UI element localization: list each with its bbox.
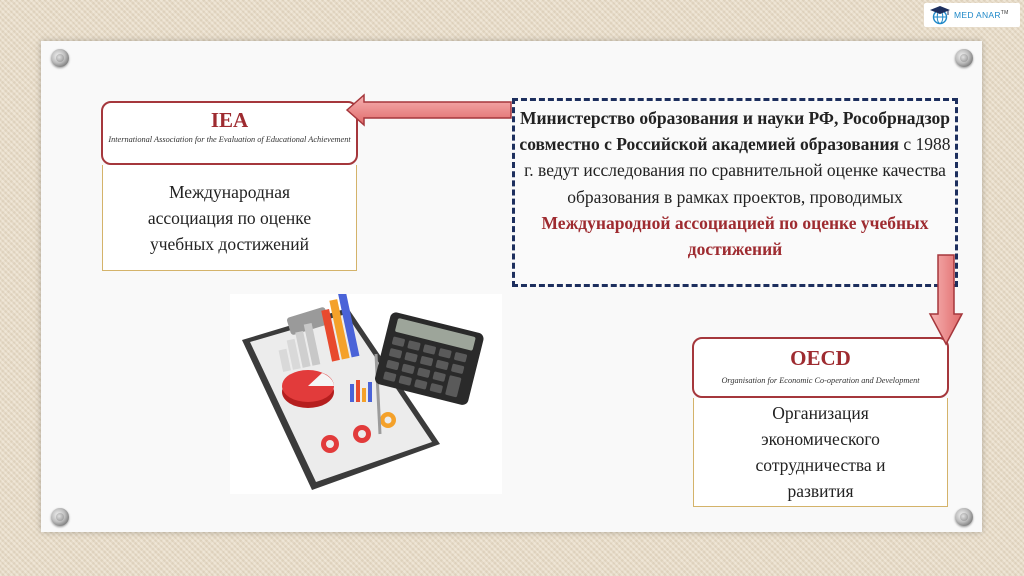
- pushpin-icon: [955, 508, 973, 526]
- left-arrow-icon: [346, 94, 512, 126]
- iea-title: IEA: [210, 108, 249, 132]
- pushpin-icon: [51, 49, 69, 67]
- iea-subtitle: International Association for the Evaluation of Educational Achievement: [108, 135, 351, 144]
- pushpin-icon: [955, 49, 973, 67]
- iea-header: [101, 101, 358, 165]
- main-text-highlight: Международной ассоциацией по оценке учебных достижений: [541, 212, 929, 260]
- down-arrow-icon: [929, 254, 963, 346]
- oecd-header: [692, 337, 949, 398]
- main-text-normal: с 1988 г. ведут исследования по сравнительной оценке качества образования в рамках проектов, проводимых: [524, 134, 951, 207]
- oecd-description: [693, 398, 948, 507]
- oecd-description-text: Организация экономического сотрудничества и развития: [755, 403, 886, 501]
- oecd-subtitle: Organisation for Economic Co-operation and Development: [721, 376, 920, 385]
- medanar-logo: [924, 3, 1020, 27]
- graduation-cap-globe-icon: [928, 5, 952, 25]
- main-text-bold: Министерство образования и науки РФ, Рособрнадзор совместно с Российской академией образования: [519, 108, 951, 155]
- oecd-title: OECD: [790, 346, 851, 370]
- logo-text: MED ANAR™: [954, 10, 1009, 20]
- iea-description: [102, 165, 357, 271]
- pushpin-icon: [51, 508, 69, 526]
- main-text-box: [512, 98, 958, 287]
- clipboard-calculator-illustration: [230, 294, 502, 494]
- iea-description-text: Международная ассоциация по оценке учебных достижений: [147, 181, 312, 254]
